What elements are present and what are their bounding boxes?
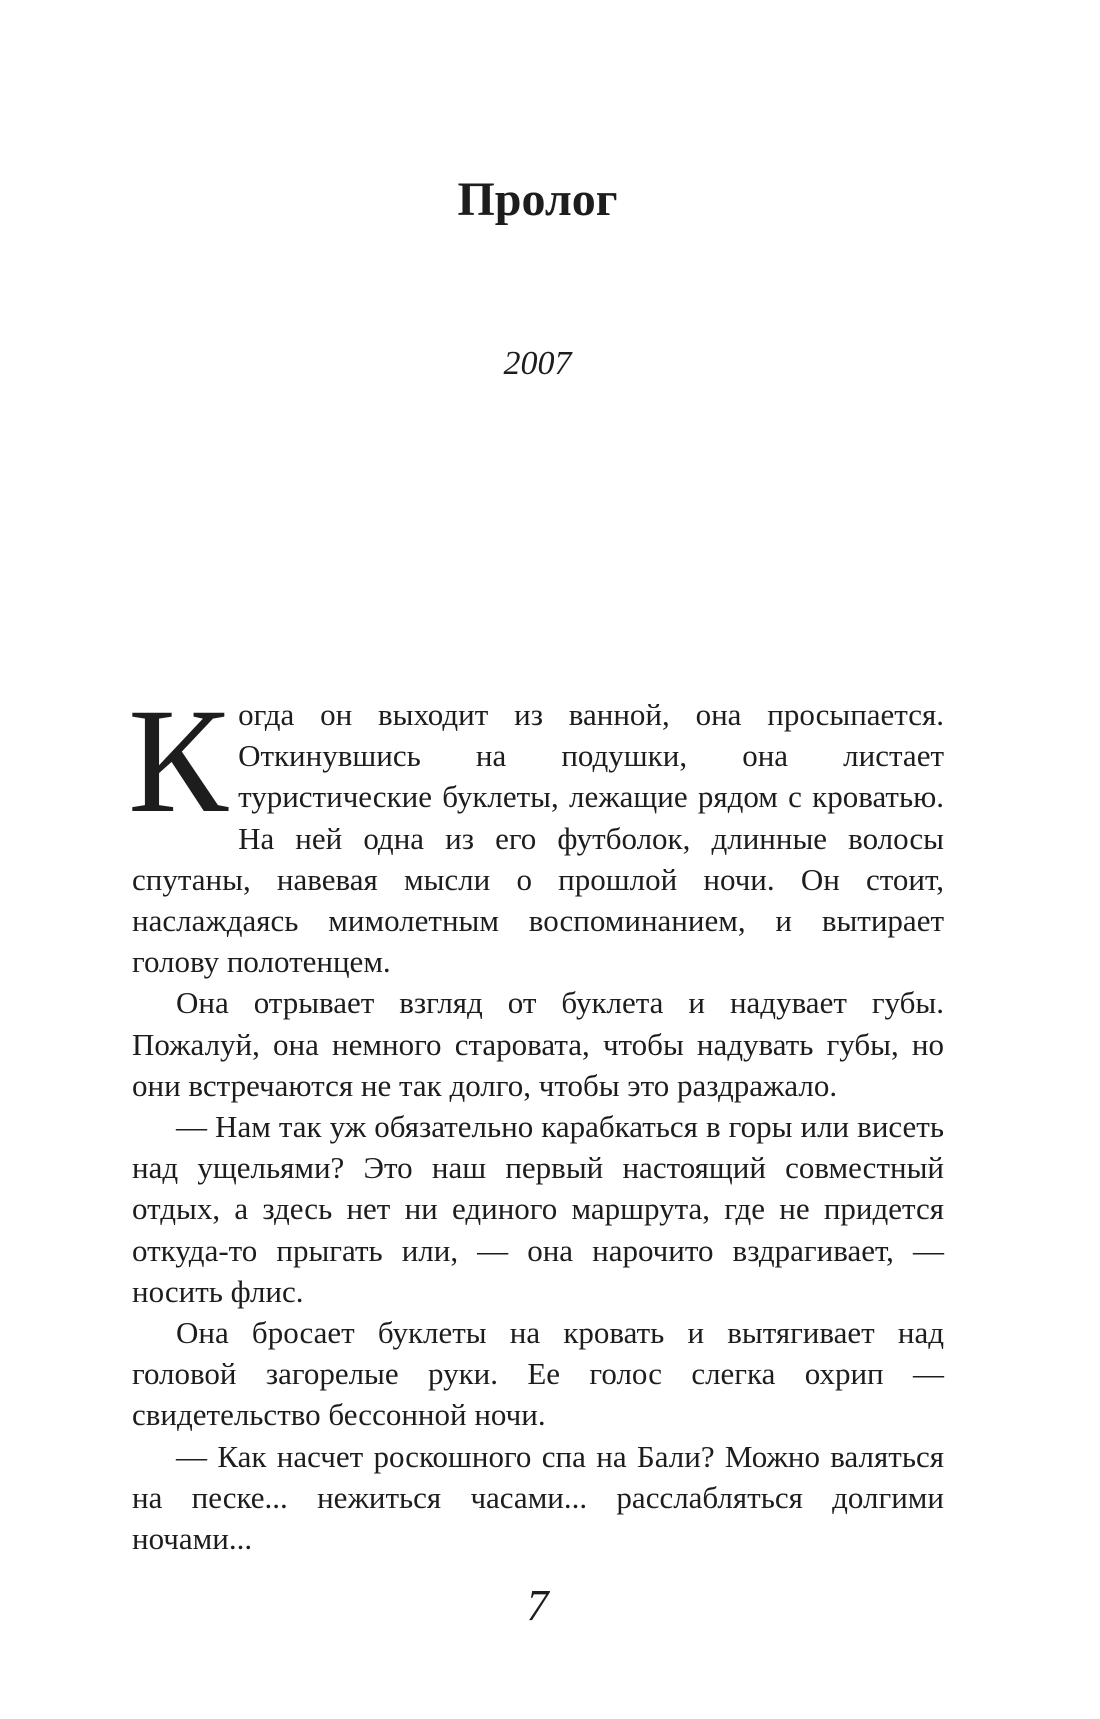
- paragraph-3: — Нам так уж обязательно карабкаться в горы или висеть над ущельями? Это наш первый настоящий совместный отдых, а здесь нет ни единого маршрута, где не придется откуда-то прыгать или, — она нарочито вздрагивает, — носить флис.: [132, 1109, 944, 1309]
- paragraph-1: [128, 678, 944, 982]
- page-number: 7: [526, 1581, 549, 1630]
- chapter-title: Пролог: [457, 173, 618, 226]
- paragraph-2: Она отрывает взгляд от буклета и надувает губы. Пожалуй, она немного старовата, чтобы надувать губы, но они встречаются не так долго, чтобы это раздражало.: [132, 985, 944, 1103]
- chapter-date: 2007: [503, 345, 572, 382]
- drop-cap: К: [128, 678, 229, 844]
- paragraph-4: Она бросает буклеты на кровать и вытягивает над головой загорелые руки. Ее голос слегка охрип — свидетельство бессонной ночи.: [132, 1315, 944, 1433]
- paragraph-1-text: огда он выходит из ванной, она просыпается. Откинувшись на подушки, она листает туристические буклеты, лежащие рядом с кроватью. На ней одна из его футболок, длинные волосы спутаны, навевая мысли о прошлой ночи. Он стоит, наслаждаясь мимолетным воспоминанием, и вытирает голову полотенцем.: [132, 697, 944, 980]
- chapter-body: [128, 678, 944, 1559]
- paragraph-5: — Как насчет роскошного спа на Бали? Можно валяться на песке... нежиться часами... расслабляться долгими ночами...: [132, 1438, 944, 1557]
